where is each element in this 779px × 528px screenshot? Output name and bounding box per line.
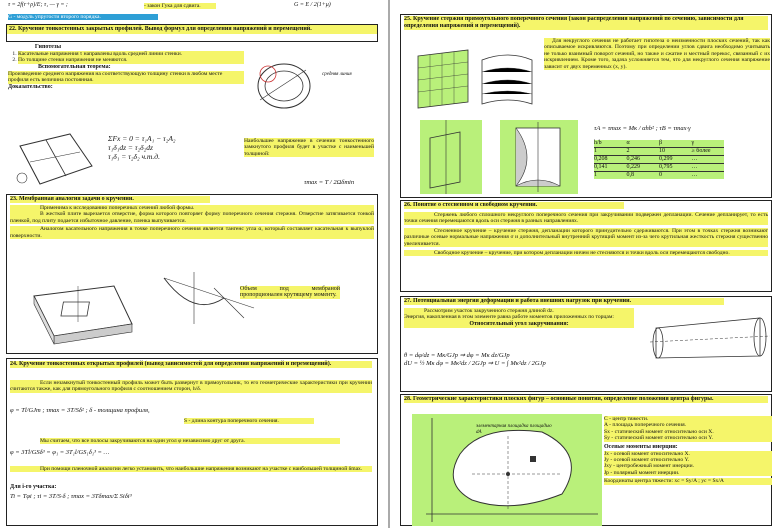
- s27-eq: dU = ½ Mк dφ = Mк²dz / 2GJp ⇒ U = ∫ Mк²dz / 2GJp: [404, 360, 546, 367]
- s23-paragraph: Аналогом касательного напряжения в точке поперечного сечения является тангенс угла α, который составляет касательная к выпуклой поверхности.: [10, 226, 374, 239]
- section-24-title: 24. Кручение тонкостенных открытых профилей (вывод зависимостей для определения напряжений и перемещений).: [10, 361, 372, 368]
- section-28-title: 28. Геометрические характеристики плоских фигур – основные понятия, определение положения центра фигуры.: [404, 396, 768, 403]
- s27-subheading: Относительный угол закручивания:: [404, 321, 634, 328]
- table-header-cell: α: [626, 140, 630, 146]
- section-22-text: [8, 44, 244, 91]
- s24-eq3: Ti = Tφi ; τi = 3T/S·δ ; τmax = 3Tδmax/Σ Siδi³: [10, 493, 132, 500]
- table-cell: 0,8: [626, 172, 634, 178]
- inertia-item: Jp - полярный момент инерции.: [604, 470, 772, 476]
- table-cell: 0,229: [626, 164, 640, 170]
- table-row: [594, 163, 724, 171]
- table-row: [594, 155, 724, 163]
- table-cell: ≥ более: [691, 148, 711, 154]
- table-cell: 0,141: [594, 164, 608, 170]
- hypothesis-item: 1. Касательные напряжения τ направлены вдоль средней линии стенки.: [18, 51, 244, 57]
- membrane-volume-note: Объем под мембраной пропорционален крутящему моменту.: [240, 286, 340, 299]
- s27-paragraph: Энергия, накопленная в этом элементе равна работе моментов приложенных по торцам:: [404, 314, 634, 320]
- page-separator: [388, 0, 390, 528]
- definition-item: Sy - статический момент относительно оси Y.: [604, 435, 772, 441]
- table-cell: 10: [659, 148, 665, 154]
- inertia-item: Jy - осевой момент относительно Y.: [604, 457, 772, 463]
- s26-paragraph: Стесненное кручение – кручение стержня, депланации которого принудительно сдерживаются. При этом в точках стержня возникают различные осевые нормальные напряжения σ и дополнительный внутренний крутящий момент из-за чего крутильная жесткость стержня существенно увеличивается.: [404, 227, 768, 247]
- s27-equations: [404, 352, 644, 368]
- section-22-title: 22. Кручение тонкостенных закрытых профилей. Вывод формул для определения напряжений и перемещений.: [7, 25, 377, 34]
- left-page: [4, 0, 380, 528]
- coefficient-table: [594, 140, 724, 179]
- shear-modulus-formula: G = E / 2(1+μ): [294, 2, 331, 8]
- closed-profile-figure: [250, 60, 320, 112]
- table-cell: 1: [594, 148, 597, 154]
- s27-eq: θ = dφ/dz = Mк/GJp ⇒ dφ = Mк dz/GJp: [404, 352, 510, 359]
- proof-heading: Доказательство:: [8, 83, 53, 90]
- table-cell: …: [691, 164, 698, 170]
- hooke-label: - закон Гука для сдвига.: [144, 3, 216, 9]
- s24-paragraph: Мы считаем, что все полосы закручиваются на один угол φ независимо друг от друга.: [40, 438, 340, 444]
- section-23-title: 23. Мембранная аналогия задачи о кручении.: [10, 196, 210, 203]
- table-cell: 0,795: [659, 164, 673, 170]
- proof-equations: [108, 134, 228, 161]
- stress-distribution-figure: [420, 118, 580, 196]
- element-force-figure: [10, 126, 100, 190]
- max-stress-note: Наибольшее напряжение в сечении тонкостенного замкнутого профиля будет в участке с наименьшей толщиной:: [244, 138, 374, 157]
- table-row: [594, 147, 724, 155]
- s24-section-label: Для i-го участка:: [10, 484, 57, 490]
- section-26-title: 26. Понятие о стесненном и свободном кручении.: [404, 202, 624, 209]
- section-22-title-box: [6, 24, 378, 42]
- hooke-formula: τ = 2f(r+ρ)/E; τ₁ — γ = ;: [8, 2, 68, 8]
- elementary-area-label: элементарная площадка площадью dA: [476, 424, 552, 436]
- centroid-formula: Координаты центра тяжести: xc = Sy/A ; yc = Sx/A: [604, 478, 772, 484]
- section-25-text: Для некруглого сечения не работает гипотеза о неизменности плоских сечений, так как описываемое искривляются. Поэтому при определении углов сдвига необходимо учитывать не только взаимный поворот сечений, но также и сжатие и местный перекос, связанный с их искривлением. Кроме того, задача усложняется тем, что для некруглого сечения напряжение зависит от двух переменных (x, y).: [544, 38, 770, 70]
- aux-theorem-text: Произведение среднего напряжения на соответствующую толщину стенки в любом месте профиля есть величина постоянная.: [8, 71, 244, 84]
- section-27-title: 27. Потенциальная энергия деформации и работа внешних нагрузок при кручении.: [404, 298, 724, 305]
- definition-item: C - центр тяжести.: [604, 416, 772, 422]
- shear-modulus-label: G - модуль упругости второго порядка.: [8, 14, 158, 20]
- s24-eq1b: S - длина контура поперечного сечения.: [184, 418, 314, 424]
- s26-paragraph: Свободное кручение – кручение, при котором депланации ничем не стесняются и точки вдоль оси перемещаются свободно.: [404, 250, 768, 256]
- s24-paragraph: Если незамкнутый тонкостенный профиль может быть развернут в прямоугольник, то его геометрические характеристики при кручении считаются также, как для прямоугольного профиля с соотношением сторон, h/δ.: [10, 380, 372, 393]
- right-page: [398, 0, 774, 528]
- figure-caption: средняя линия: [322, 72, 352, 77]
- table-header-cell: β: [659, 140, 663, 146]
- table-cell: 0,299: [659, 156, 673, 162]
- section-25-title: 25. Кручение стержня прямоугольного поперечного сечения (закон распределения напряжений по сечению, зависимости для определения напряжений и перемещений).: [404, 16, 768, 30]
- proof-eq: τ₁δ₁ = τ₂δ₂ ч.т.д.: [108, 152, 160, 161]
- s23-paragraph: В жесткой плите вырезается отверстие, форма которого повторяет форму поперечного сечения стержня. Отверстие затягивается тонкой пленкой, под плиту подается избыточное давление, пленка выпучивается.: [10, 211, 374, 224]
- inertia-heading: Осевые моменты инерции:: [604, 443, 678, 450]
- section-27-text: [404, 308, 634, 328]
- s24-paragraph: При помощи пленочной аналогии легко установить, что наибольшие напряжения возникают на участке с наибольшей толщиной δmax.: [10, 466, 372, 472]
- s24-eq1: φ = Tl/GJт ; τmax = 3T/Sδ² ; δ - толщина профиля,: [10, 407, 150, 414]
- membrane-plate-figure: [14, 276, 134, 350]
- bar-element-figure: [650, 312, 770, 368]
- table-header-row: [594, 140, 724, 147]
- definition-item: A - площадь поперечного сечения.: [604, 422, 772, 428]
- section-23-text: [10, 205, 374, 239]
- table-cell: 0,246: [626, 156, 640, 162]
- s24-eq2: φ = 3Tl/GSδ³ = φ₁ = 3T₁l/GS₁δ₁³ = …: [10, 449, 110, 456]
- table-cell: 0,208: [594, 156, 608, 162]
- s26-paragraph: Стержень любого сплошного некруглого поперечного сечения при закручивании подвержен депланации. Сечение депланирует, то есть точки сечения перемещаются вдоль оси стержня в разных направлениях.: [404, 212, 768, 225]
- table-cell: …: [691, 172, 698, 178]
- table-header-cell: γ: [691, 140, 695, 146]
- section-25-equation: τA = τmax = Mк / αhb² ; τB = τmax·γ: [594, 125, 691, 132]
- rect-bar-figure: [408, 46, 538, 112]
- aux-theorem-heading: Вспомогательная теорема:: [38, 63, 111, 70]
- table-cell: 0: [659, 172, 662, 178]
- section-28-definitions: [604, 416, 772, 485]
- s27-paragraph: Рассмотрим участок закрученного стержня длиной dz.: [404, 308, 634, 314]
- hypotheses-heading: Гипотезы: [34, 44, 62, 50]
- inertia-item: Jx - осевой момент относительно X.: [604, 451, 772, 457]
- table-cell: 1: [594, 172, 597, 178]
- table-header-cell: h/b: [594, 140, 602, 146]
- inertia-item: Jxy - центробежный момент инерции.: [604, 463, 772, 469]
- s23-paragraph: Применима к исследованию поперечных сечений любой формы.: [10, 205, 374, 211]
- hypothesis-item: 2. По толщине стенки напряжения не меняются.: [18, 57, 244, 63]
- section-26-text: [404, 212, 768, 256]
- table-cell: …: [691, 156, 698, 162]
- tau-max-closed: τmax = T / 2Ωδmin: [304, 179, 355, 186]
- proof-eq: τ₁δ₁dz = τ₂δ₂dz: [108, 143, 153, 152]
- table-cell: 2: [626, 148, 630, 154]
- definition-item: Sx - статический момент относительно оси X.: [604, 429, 772, 435]
- table-row: [594, 171, 724, 179]
- proof-eq: ΣFx = 0 = τ₁A₁ − τ₂A₂: [108, 134, 176, 143]
